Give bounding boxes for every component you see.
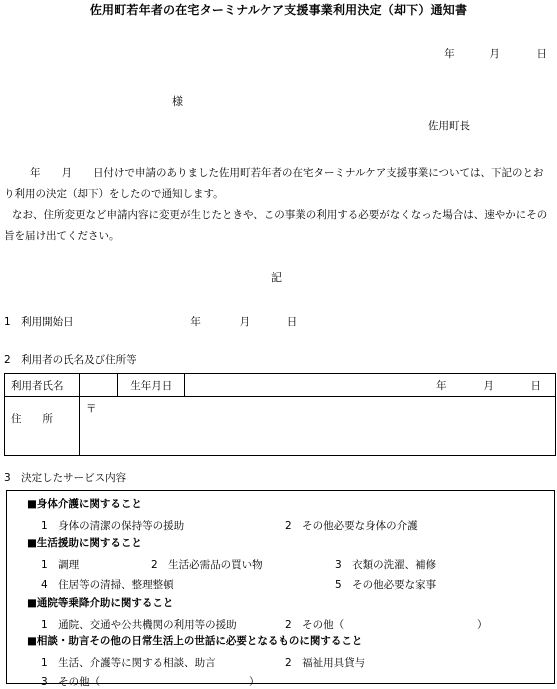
services-box	[6, 490, 555, 688]
start-date-year: 年	[190, 316, 201, 328]
dob-month: 月	[483, 379, 494, 392]
section-start-date-label: 1 利用開始日	[4, 316, 74, 328]
address-value[interactable]	[80, 397, 556, 456]
service-item[interactable]: 1 調理	[41, 559, 80, 571]
service-item[interactable]: 1 身体の清潔の保持等の援助	[41, 520, 185, 532]
issuer: 佐用町長	[428, 120, 470, 132]
start-date-month: 月	[239, 316, 251, 328]
service-item[interactable]: 4 住居等の清掃、整理整頓	[41, 579, 174, 591]
dob-year: 年	[436, 379, 447, 392]
user-info-table	[4, 373, 556, 456]
issue-date-year: 年	[444, 48, 455, 60]
dob-day: 日	[530, 379, 541, 392]
service-item[interactable]: 1 通院、交通や公共機関の利用等の援助	[41, 619, 237, 631]
service-item[interactable]: 1 生活、介護等に関する相談、助言	[41, 657, 216, 669]
dob-value[interactable]	[185, 374, 556, 397]
paragraph-note: なお、住所変更など申請内容に変更が生じたときや、この事業の利用する必要がなくなった場合は、速やかにその旨を届け出てください。	[4, 209, 548, 242]
category-transport-assist: ■通院等乗降介助に関すること	[27, 597, 174, 609]
name-value[interactable]	[80, 374, 118, 397]
name-label: 利用者氏名	[5, 374, 80, 397]
paragraph-notice: 年 月 日付けで申請のありました佐用町若年者の在宅ターミナルケア支援事業については、下記のとおり利用の決定（却下）をしたので通知します。	[4, 167, 544, 200]
addressee-suffix: 様	[172, 95, 183, 108]
document-title: 佐用町若年者の在宅ターミナルケア支援事業利用決定（却下）通知書	[89, 3, 468, 17]
service-item[interactable]: 2 福祉用具貸与	[285, 657, 366, 669]
address-label: 住 所	[5, 397, 80, 456]
postal-mark: 〒	[86, 403, 97, 415]
start-date-day: 日	[286, 316, 298, 328]
dob-label: 生年月日	[118, 374, 185, 397]
service-item[interactable]: 5 その他必要な家事	[335, 579, 437, 591]
service-item[interactable]: 2 生活必需品の買い物	[151, 559, 263, 571]
issue-date-day: 日	[536, 48, 547, 60]
section-services-label: 3 決定したサービス内容	[4, 472, 127, 484]
issue-date-month: 月	[489, 48, 500, 60]
section-user-info-label: 2 利用者の氏名及び住所等	[4, 354, 137, 366]
service-item-close-paren: ）	[249, 676, 260, 688]
category-consultation: ■相談・助言その他の日常生活上の世話に必要となるものに関すること	[27, 635, 363, 647]
service-item-close-paren: ）	[477, 619, 488, 631]
service-item[interactable]: 3 その他（	[41, 676, 101, 688]
service-item[interactable]: 2 その他必要な身体の介護	[285, 520, 418, 532]
issue-date	[444, 49, 547, 60]
ki-marker: 記	[271, 271, 282, 284]
category-living-support: ■生活援助に関すること	[27, 537, 142, 549]
service-item[interactable]: 3 衣類の洗濯、補修	[335, 559, 437, 571]
section-start-date	[4, 317, 297, 328]
category-physical-care: ■身体介護に関すること	[27, 498, 142, 510]
service-item[interactable]: 2 その他（	[285, 619, 345, 631]
